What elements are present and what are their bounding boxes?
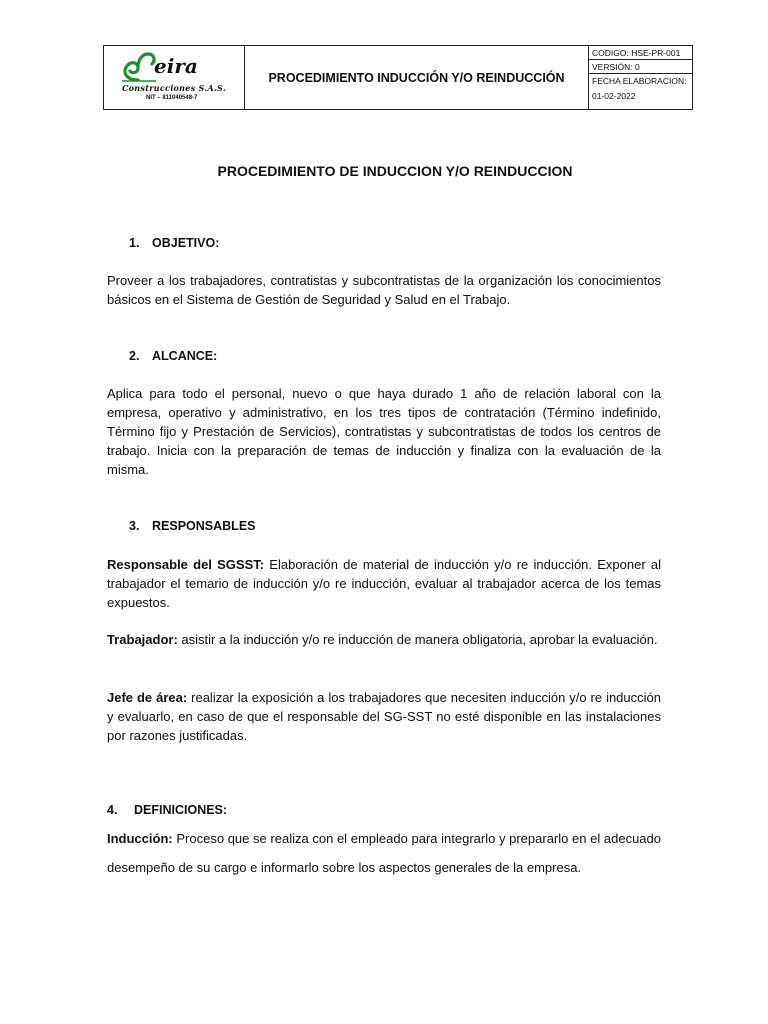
header-fecha-value: 01-02-2022	[592, 91, 636, 101]
document-header-table	[103, 45, 693, 110]
induccion-label: Inducción:	[107, 831, 173, 846]
header-fecha	[589, 74, 692, 109]
jefe-area-label: Jefe de área:	[107, 690, 188, 705]
section-number: 1.	[129, 236, 140, 250]
responsable-sgsst-label: Responsable del SGSST:	[107, 557, 265, 572]
section-heading-text: OBJETIVO:	[152, 236, 220, 250]
section-heading-alcance	[129, 349, 217, 363]
logo-wordmark: eira	[154, 54, 198, 78]
section-heading-responsables	[129, 519, 256, 533]
alcance-paragraph: Aplica para todo el personal, nuevo o que haya durado 1 año de relación laboral con la empresa, operativo y administrativo, en los tres tipos de contratación (Término indefinido, Término fijo y Prestación de Servicios), contratistas y subcontratistas de todos los centros de trabajo. Inicia con la preparación de temas de inducción y finaliza con la evaluación de la misma.	[107, 386, 661, 477]
logo-company-name: Construcciones S.A.S.	[122, 83, 226, 93]
responsable-sgsst-paragraph	[107, 555, 661, 612]
section-heading-definiciones	[107, 803, 227, 817]
header-fecha-label: FECHA ELABORACION:	[592, 76, 687, 86]
jefe-area-paragraph	[107, 688, 661, 745]
jefe-area-text: realizar la exposición a los trabajadores que necesiten inducción y/o re inducción y evaluarlo, en caso de que el responsable del SG-SST no esté disponible en las instalaciones por razones justificadas.	[107, 690, 661, 743]
trabajador-text: asistir a la inducción y/o re inducción de manera obligatoria, aprobar la evaluación.	[177, 632, 658, 647]
document-title: PROCEDIMIENTO DE INDUCCION Y/O REINDUCCION	[217, 163, 573, 179]
induccion-text: Proceso que se realiza con el empleado para integrarlo y prepararlo en el adecuado desempeño de su cargo e informarlo sobre los aspectos generales de la empresa.	[107, 831, 661, 875]
header-title: PROCEDIMIENTO INDUCCIÓN Y/O REINDUCCIÓN	[245, 46, 589, 109]
section-number: 4.	[107, 803, 118, 817]
trabajador-paragraph	[107, 630, 661, 649]
section-heading-objetivo	[129, 236, 219, 250]
section-heading-text: RESPONSABLES	[152, 519, 256, 533]
responsable-sgsst-text: Elaboración de material de inducción y/o re inducción. Exponer al trabajador el temario de inducción y/o re inducción, evaluar al trabajador acerca de los temas expuestos.	[107, 557, 661, 610]
objetivo-paragraph: Proveer a los trabajadores, contratistas y subcontratistas de la organización los conocimientos básicos en el Sistema de Gestión de Seguridad y Salud en el Trabajo.	[107, 273, 661, 307]
header-version: VERSIÓN: 0	[589, 60, 692, 74]
leo-symbol-icon	[118, 50, 158, 84]
header-meta	[589, 46, 692, 109]
logo-nit: NIT – 811040548-7	[146, 95, 198, 101]
induccion-definition-paragraph	[107, 824, 661, 882]
section-heading-text: DEFINICIONES:	[134, 803, 228, 817]
section-number: 3.	[129, 519, 140, 533]
company-logo	[104, 46, 245, 109]
section-number: 2.	[129, 349, 140, 363]
trabajador-label: Trabajador:	[107, 632, 178, 647]
header-codigo: CODIGO: HSE-PR-001	[589, 46, 692, 60]
section-heading-text: ALCANCE:	[152, 349, 218, 363]
